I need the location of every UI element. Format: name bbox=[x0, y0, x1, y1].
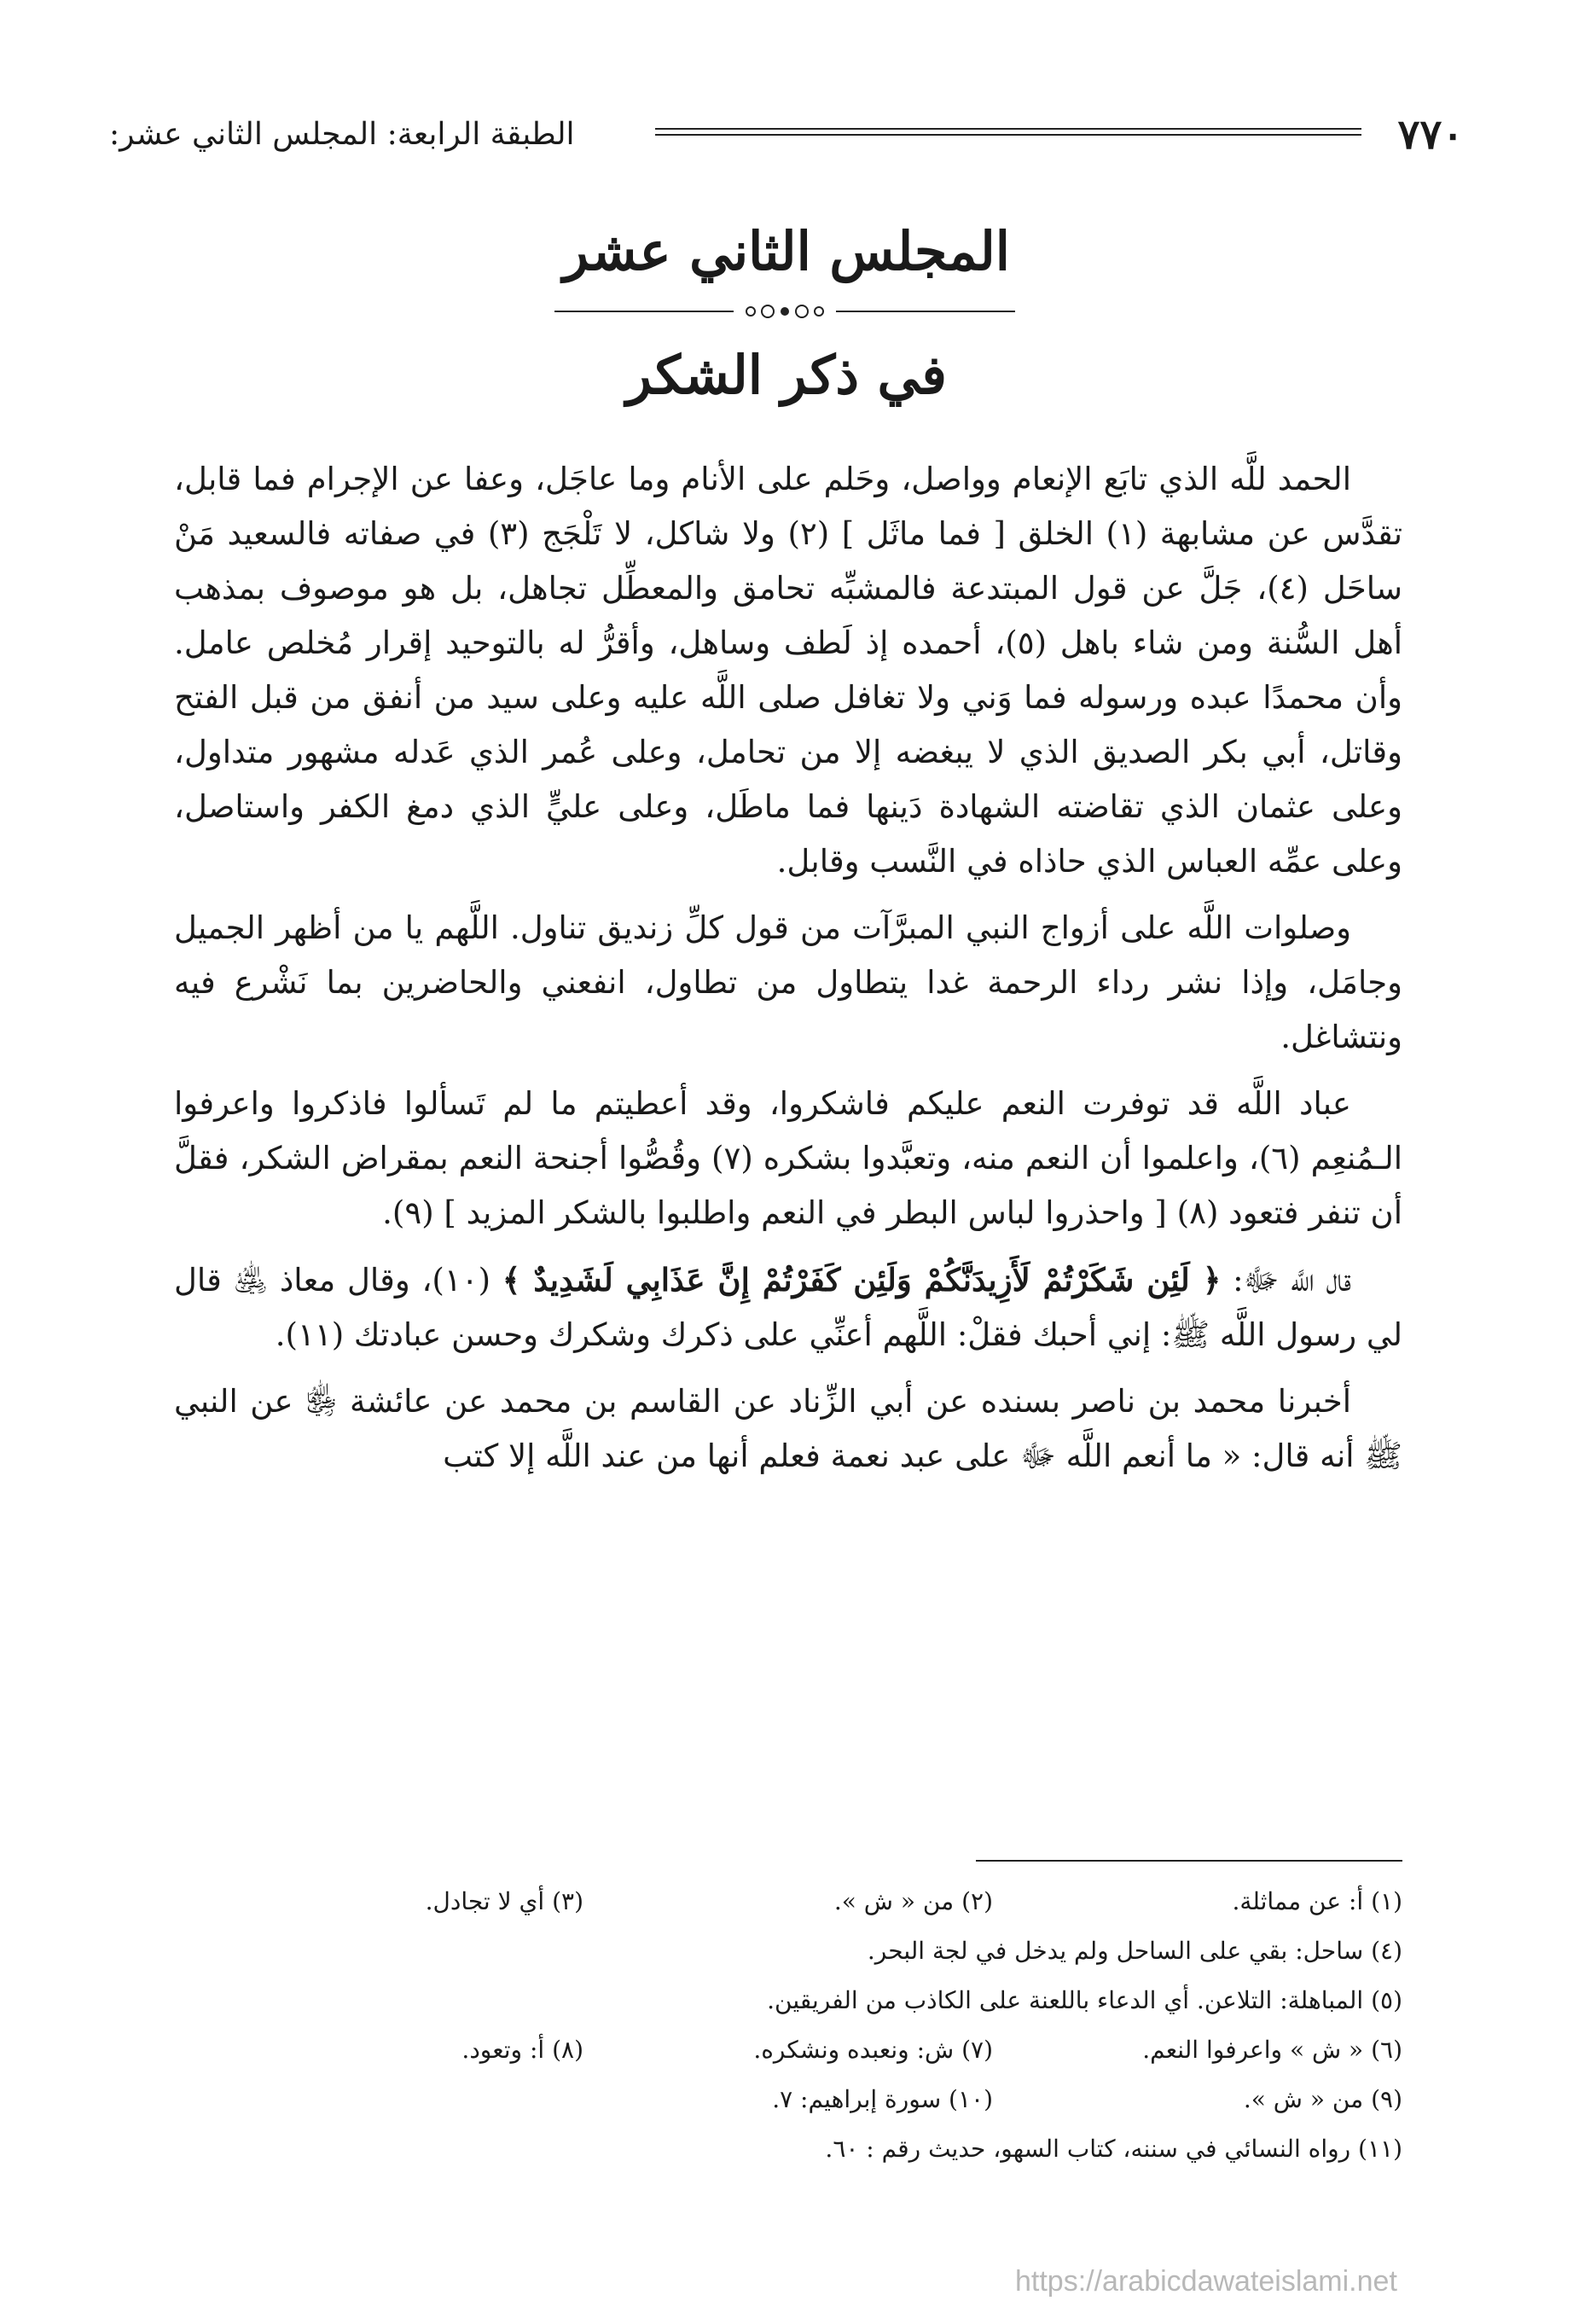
footnote: (٨) أ: وتعود. bbox=[461, 2036, 583, 2064]
footnote: (٥) المباهلة: التلاعن. أي الدعاء باللعنة على الكاذب من الفريقين. bbox=[767, 1986, 1402, 2014]
footnote-line bbox=[174, 1976, 1402, 2025]
watermark-url: https://arabicdawateislami.net bbox=[1015, 2265, 1397, 2298]
footnote: (٢) من « ش ». bbox=[833, 1887, 993, 1915]
footnotes bbox=[174, 1877, 1402, 2174]
quote-paragraph bbox=[174, 1252, 1402, 1362]
page-header bbox=[109, 109, 1464, 169]
ornament-divider bbox=[554, 299, 1015, 324]
footnote: (٧) ش: ونعبده ونشكره. bbox=[753, 2036, 993, 2064]
footnote: (٩) من « ش ». bbox=[1243, 2085, 1402, 2113]
footnote: (١) أ: عن مماثلة. bbox=[1232, 1887, 1402, 1915]
footnote: (١١) رواه النسائي في سننه، كتاب السهو، حديث رقم : ٦٠. bbox=[825, 2135, 1402, 2163]
footnote: (٣) أي لا تجادل. bbox=[425, 1887, 583, 1915]
footnote-line bbox=[174, 2025, 1402, 2075]
footnote: (٤) ساحل: بقي على الساحل ولم يدخل في لجة البحر. bbox=[867, 1937, 1402, 1965]
paragraph: أخبرنا محمد بن ناصر بسنده عن أبي الزِّناد عن القاسم بن محمد عن عائشة ﵂ عن النبي ﷺ أنه قال: « ما أنعم اللَّه ﷻ على عبد نعمة فعلم أنها من عند اللَّه إلا كتب bbox=[174, 1383, 1402, 1474]
quote-rest: (١٠)، وقال معاذ ﵁ قال لي رسول اللَّه ﷺ: إني أحبك فقلْ: اللَّهم أعنِّي على ذكرك وشكرك وحسن عبادتك (١١). bbox=[174, 1262, 1402, 1353]
footnote-line bbox=[174, 2124, 1402, 2174]
footnote-rule bbox=[976, 1860, 1402, 1862]
paragraph: وصلوات اللَّه على أزواج النبي المبرَّآت من قول كلِّ زنديق تناول. اللَّهم يا من أظهر الجميل وجامَل، وإذا نشر رداء الرحمة غدا يتطاول من تطاول، انفعني والحاضرين بما نَشْرع فيه ونتشاغل. bbox=[174, 909, 1402, 1055]
footnote-line bbox=[174, 2075, 1402, 2124]
quote-intro: قال اللَّه ﷻ: bbox=[1221, 1262, 1351, 1299]
header-double-rule bbox=[655, 128, 1361, 136]
footnote-line bbox=[174, 1926, 1402, 1976]
quran-verse: ﴿ لَئِن شَكَرْتُمْ لَأَزِيدَنَّكُمْ وَلَئِن كَفَرْتُمْ إِنَّ عَذَابِي لَشَدِيدٌ ﴾ bbox=[502, 1261, 1222, 1299]
footnote: (١٠) سورة إبراهيم: ٧. bbox=[772, 2085, 993, 2113]
running-title: الطبقة الرابعة: المجلس الثاني عشر: bbox=[109, 117, 575, 152]
chapter-title: المجلس الثاني عشر bbox=[563, 220, 1010, 282]
paragraph: الحمد للَّه الذي تابَع الإنعام وواصل، وحَلم على الأنام وما عاجَل، وعفا عن الإجرام فما قابل، تقدَّس عن مشابهة (١) الخلق [ فما ماثَل ] (٢) ولا شاكل، لا تَلْجَج (٣) في صفاته فالسعيد مَنْ ساحَل (٤)، جَلَّ عن قول المبتدعة فالمشبِّه تحامق والمعطِّل تجاهل، بل هو موصوف بمذهب أهل السُّنة ومن شاء باهل (٥)، أحمده إذ لَطف وساهل، وأقرُّ له بالتوحيد إقرار مُخلص عامل. وأن محمدًا عبده ورسوله فما وَني ولا تغافل صلى اللَّه عليه وعلى سيد من أنفق من قبل الفتح وقاتل، أبي بكر الصديق الذي لا يبغضه إلا من تحامل، وعلى عُمر الذي عَدله مشهور متداول، وعلى عثمان الذي تقاضته الشهادة دَينها فما ماطَل، وعلى عليٍّ الذي دمغ الكفر واستاصل، وعلى عمِّه العباس الذي حاذاه في النَّسب وقابل. bbox=[174, 461, 1403, 880]
footnote-line bbox=[174, 1877, 1402, 1926]
footnote: (٦) « ش » واعرفوا النعم. bbox=[1142, 2036, 1402, 2064]
page-number: ٧٧٠ bbox=[1397, 111, 1464, 159]
chapter-subtitle: في ذكر الشكر bbox=[626, 344, 947, 406]
paragraph: عباد اللَّه قد توفرت النعم عليكم فاشكروا، وقد أعطيتم ما لم تَسألوا فاذكروا واعرفوا الـمُنعِم (٦)، واعلموا أن النعم منه، وتعبَّدوا بشكره (٧) وقُصُّوا أجنحة النعم بمقراض الشكر، فقلَّ أن تنفر فتعود (٨) [ واحذروا لباس البطر في النعم واطلبوا بالشكر المزيد ] (٩). bbox=[174, 1085, 1403, 1231]
main-text bbox=[174, 452, 1402, 1496]
